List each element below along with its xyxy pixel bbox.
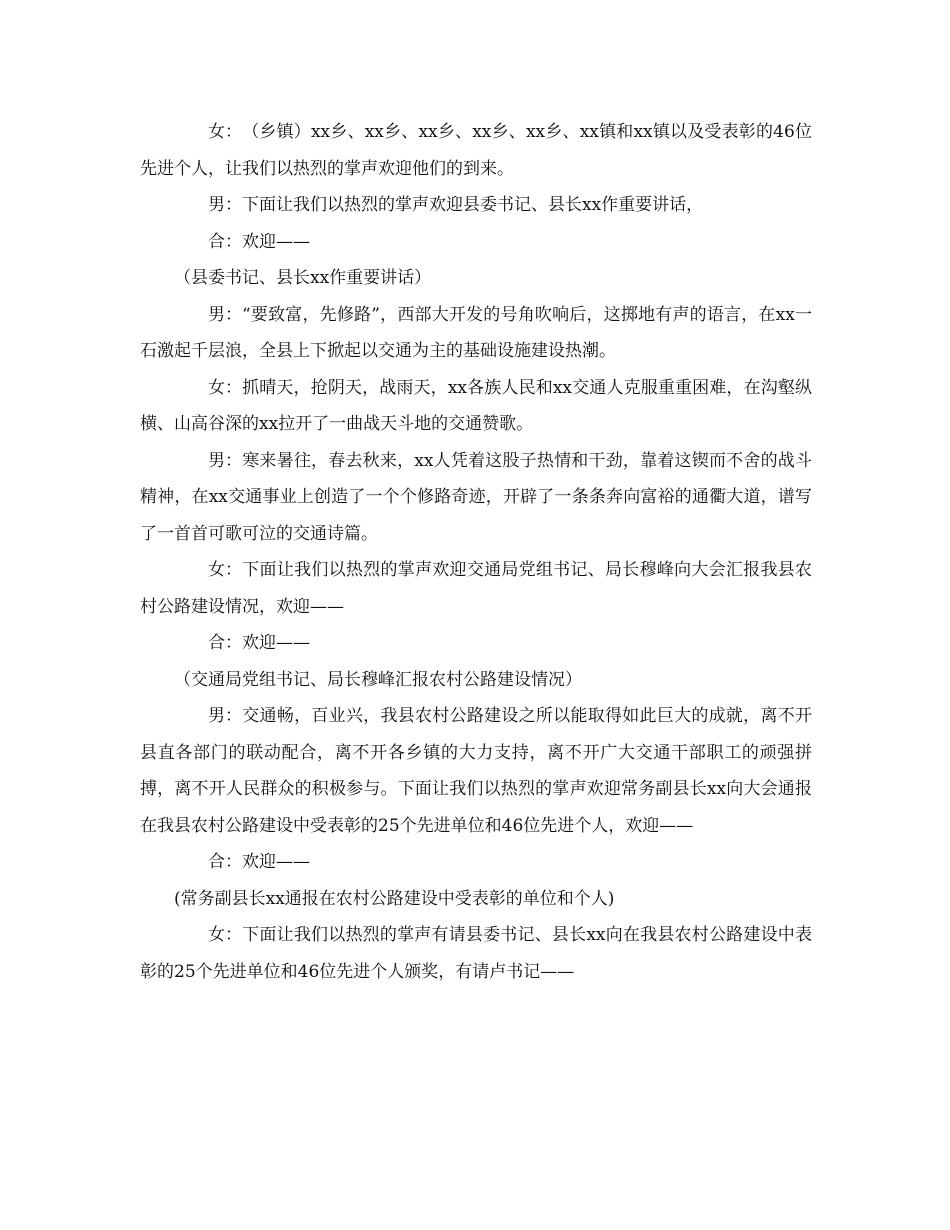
paragraph-text: 下面让我们以热烈的掌声欢迎县委书记、县长xx作重要讲话， [242,195,704,215]
paragraph-text: 抓晴天，抢阴天，战雨天，xx各族人民和xx交通人克服重重困难，在沟壑纵横、山高谷深的xx拉开了一曲战天斗地的交通赞歌。 [140,377,812,434]
paragraph [140,698,812,844]
speaker-label: 女： [208,925,242,945]
paragraph-text: 交通畅，百业兴，我县农村公路建设之所以能取得如此巨大的成就，离不开县直各部门的联动配合，离不开各乡镇的大力支持，离不开广大交通干部职工的顽强拼搏，离不开人民群众的积极参与。下面让我们以热烈的掌声欢迎常务副县长xx向大会通报在我县农村公路建设中受表彰的25个先进单位和46位先进个人，欢迎—— [140,706,812,836]
stage-direction [140,260,812,297]
paragraph [140,187,812,224]
stage-direction [140,881,812,918]
paragraph [140,224,812,261]
paragraph-text: 寒来暑往，春去秋来，xx人凭着这股子热情和干劲，靠着这锲而不舍的战斗精神，在xx交通事业上创造了一个个修路奇迹，开辟了一条条奔向富裕的通衢大道，谱写了一首首可歌可泣的交通诗篇。 [140,450,812,544]
paragraph-text: “要致富，先修路”，西部大开发的号角吹响后，这掷地有声的语言，在xx一石激起千层浪，全县上下掀起以交通为主的基础设施建设热潮。 [140,304,812,361]
speaker-label: 男： [208,195,242,215]
paragraph-text: 欢迎—— [242,231,310,252]
speaker-label: 女： [208,560,242,580]
speaker-label: 合： [208,231,242,252]
document-body [140,114,812,990]
paragraph-text: （乡镇）xx乡、xx乡、xx乡、xx乡、xx乡、xx镇和xx镇以及受表彰的46位先进个人，让我们以热烈的掌声欢迎他们的到来。 [140,122,812,179]
speaker-label: 合： [208,852,242,872]
paragraph [140,114,812,187]
speaker-label: 女： [208,122,242,142]
paragraph [140,917,812,990]
paragraph [140,443,812,553]
stage-direction [140,662,812,699]
paragraph-text: 下面让我们以热烈的掌声欢迎交通局党组书记、局长穆峰向大会汇报我县农村公路建设情况，欢迎—— [140,560,812,617]
paragraph-text: 下面让我们以热烈的掌声有请县委书记、县长xx向在我县农村公路建设中表彰的25个先进单位和46位先进个人颁奖，有请卢书记—— [140,925,812,982]
stage-direction-text: （交通局党组书记、局长穆峰汇报农村公路建设情况） [174,669,582,690]
speaker-label: 合： [208,633,242,653]
speaker-label: 男： [208,304,242,325]
stage-direction-text: （县委书记、县长xx作重要讲话） [174,268,432,288]
speaker-label: 女： [208,377,242,398]
paragraph [140,552,812,625]
speaker-label: 男： [208,706,242,726]
paragraph [140,844,812,881]
speaker-label: 男： [208,450,242,471]
paragraph-text: 欢迎—— [242,852,310,872]
paragraph [140,625,812,662]
paragraph-text: 欢迎—— [242,633,310,653]
paragraph [140,370,812,443]
stage-direction-text: (常务副县长xx通报在农村公路建设中受表彰的单位和个人) [174,888,615,909]
paragraph [140,297,812,370]
